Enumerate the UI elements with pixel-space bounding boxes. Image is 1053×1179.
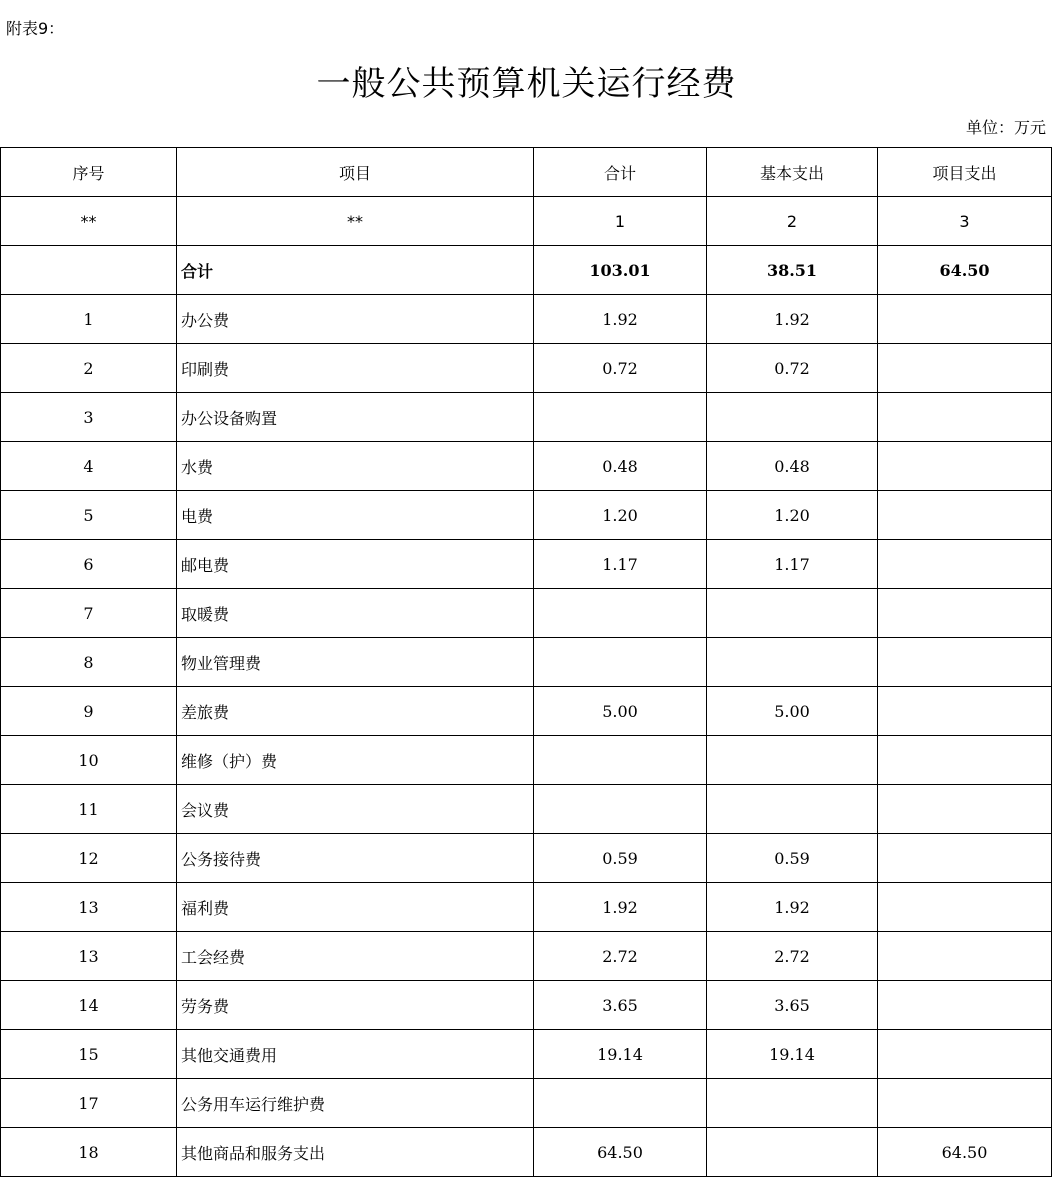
- row-project: [878, 785, 1052, 834]
- row-item-name: 物业管理费: [177, 638, 534, 687]
- table-row: [1, 687, 1052, 736]
- row-item-name: 其他交通费用: [177, 1030, 534, 1079]
- row-basic: [707, 1128, 878, 1177]
- row-total: 64.50: [534, 1128, 707, 1177]
- row-seq: 15: [1, 1030, 177, 1079]
- total-row: [1, 246, 1052, 295]
- column-number: 3: [878, 197, 1052, 246]
- row-item-name: 公务用车运行维护费: [177, 1079, 534, 1128]
- row-project: [878, 1079, 1052, 1128]
- header-seq: 序号: [1, 148, 177, 197]
- table-row: [1, 1030, 1052, 1079]
- row-basic: 2.72: [707, 932, 878, 981]
- row-seq: 18: [1, 1128, 177, 1177]
- row-item-name: 电费: [177, 491, 534, 540]
- row-total: 1.92: [534, 883, 707, 932]
- row-total: [534, 1079, 707, 1128]
- row-item-name: 维修（护）费: [177, 736, 534, 785]
- row-item-name: 工会经费: [177, 932, 534, 981]
- row-basic: 1.17: [707, 540, 878, 589]
- column-number: **: [177, 197, 534, 246]
- table-row: [1, 981, 1052, 1030]
- row-basic: [707, 589, 878, 638]
- row-basic: [707, 638, 878, 687]
- row-basic: 1.20: [707, 491, 878, 540]
- table-row: [1, 785, 1052, 834]
- row-item-name: 其他商品和服务支出: [177, 1128, 534, 1177]
- row-basic: [707, 1079, 878, 1128]
- row-item-name: 印刷费: [177, 344, 534, 393]
- row-total: [534, 638, 707, 687]
- column-number: 1: [534, 197, 707, 246]
- row-project: [878, 736, 1052, 785]
- row-total: [534, 393, 707, 442]
- header-total: 合计: [534, 148, 707, 197]
- row-project: [878, 393, 1052, 442]
- row-basic: 5.00: [707, 687, 878, 736]
- header-row: [1, 148, 1052, 197]
- row-seq: 10: [1, 736, 177, 785]
- row-project: [878, 687, 1052, 736]
- row-project: [878, 442, 1052, 491]
- row-seq: 5: [1, 491, 177, 540]
- row-seq: 9: [1, 687, 177, 736]
- row-seq: 1: [1, 295, 177, 344]
- row-basic: 3.65: [707, 981, 878, 1030]
- row-project: [878, 295, 1052, 344]
- total-seq: [1, 246, 177, 295]
- annex-label: 附表9：: [6, 19, 65, 38]
- header-basic: 基本支出: [707, 148, 878, 197]
- row-project: [878, 834, 1052, 883]
- page-title: 一般公共预算机关运行经费: [316, 64, 737, 104]
- row-total: 0.48: [534, 442, 707, 491]
- row-item-name: 邮电费: [177, 540, 534, 589]
- table-row: [1, 491, 1052, 540]
- table-row: [1, 883, 1052, 932]
- total-label: 合计: [177, 246, 534, 295]
- row-total: [534, 589, 707, 638]
- row-seq: 17: [1, 1079, 177, 1128]
- row-seq: 4: [1, 442, 177, 491]
- row-basic: 1.92: [707, 883, 878, 932]
- row-seq: 8: [1, 638, 177, 687]
- row-seq: 7: [1, 589, 177, 638]
- table-row: [1, 638, 1052, 687]
- table-row: [1, 393, 1052, 442]
- column-number-row: [1, 197, 1052, 246]
- row-project: [878, 491, 1052, 540]
- row-total: [534, 785, 707, 834]
- budget-table-body: [1, 148, 1052, 1177]
- row-seq: 3: [1, 393, 177, 442]
- row-basic: 0.72: [707, 344, 878, 393]
- row-total: 5.00: [534, 687, 707, 736]
- total-basic: 38.51: [707, 246, 878, 295]
- row-seq: 14: [1, 981, 177, 1030]
- row-item-name: 水费: [177, 442, 534, 491]
- row-seq: 11: [1, 785, 177, 834]
- row-project: [878, 932, 1052, 981]
- row-total: 0.59: [534, 834, 707, 883]
- row-item-name: 取暖费: [177, 589, 534, 638]
- row-project: [878, 344, 1052, 393]
- row-item-name: 劳务费: [177, 981, 534, 1030]
- table-row: [1, 442, 1052, 491]
- row-project: [878, 540, 1052, 589]
- header-item: 项目: [177, 148, 534, 197]
- column-number: **: [1, 197, 177, 246]
- unit-label: 单位：万元: [965, 118, 1046, 137]
- total-amount: 103.01: [534, 246, 707, 295]
- header-project: 项目支出: [878, 148, 1052, 197]
- row-total: 1.20: [534, 491, 707, 540]
- table-row: [1, 540, 1052, 589]
- table-row: [1, 736, 1052, 785]
- row-project: [878, 589, 1052, 638]
- row-basic: 1.92: [707, 295, 878, 344]
- table-row: [1, 1079, 1052, 1128]
- total-project: 64.50: [878, 246, 1052, 295]
- row-item-name: 办公设备购置: [177, 393, 534, 442]
- row-seq: 6: [1, 540, 177, 589]
- row-project: [878, 883, 1052, 932]
- row-seq: 13: [1, 883, 177, 932]
- row-project: [878, 1030, 1052, 1079]
- row-project: 64.50: [878, 1128, 1052, 1177]
- row-basic: [707, 736, 878, 785]
- row-basic: 19.14: [707, 1030, 878, 1079]
- row-total: 0.72: [534, 344, 707, 393]
- row-total: 19.14: [534, 1030, 707, 1079]
- table-row: [1, 295, 1052, 344]
- row-basic: 0.48: [707, 442, 878, 491]
- row-item-name: 差旅费: [177, 687, 534, 736]
- row-basic: 0.59: [707, 834, 878, 883]
- row-item-name: 办公费: [177, 295, 534, 344]
- budget-table: [0, 147, 1052, 1177]
- row-item-name: 福利费: [177, 883, 534, 932]
- row-seq: 2: [1, 344, 177, 393]
- table-row: [1, 1128, 1052, 1177]
- row-total: 2.72: [534, 932, 707, 981]
- table-row: [1, 932, 1052, 981]
- row-project: [878, 638, 1052, 687]
- table-row: [1, 589, 1052, 638]
- row-basic: [707, 785, 878, 834]
- column-number: 2: [707, 197, 878, 246]
- row-project: [878, 981, 1052, 1030]
- table-row: [1, 344, 1052, 393]
- row-seq: 12: [1, 834, 177, 883]
- row-total: 1.17: [534, 540, 707, 589]
- row-total: [534, 736, 707, 785]
- row-seq: 13: [1, 932, 177, 981]
- row-total: 3.65: [534, 981, 707, 1030]
- row-total: 1.92: [534, 295, 707, 344]
- row-item-name: 公务接待费: [177, 834, 534, 883]
- table-row: [1, 834, 1052, 883]
- row-item-name: 会议费: [177, 785, 534, 834]
- row-basic: [707, 393, 878, 442]
